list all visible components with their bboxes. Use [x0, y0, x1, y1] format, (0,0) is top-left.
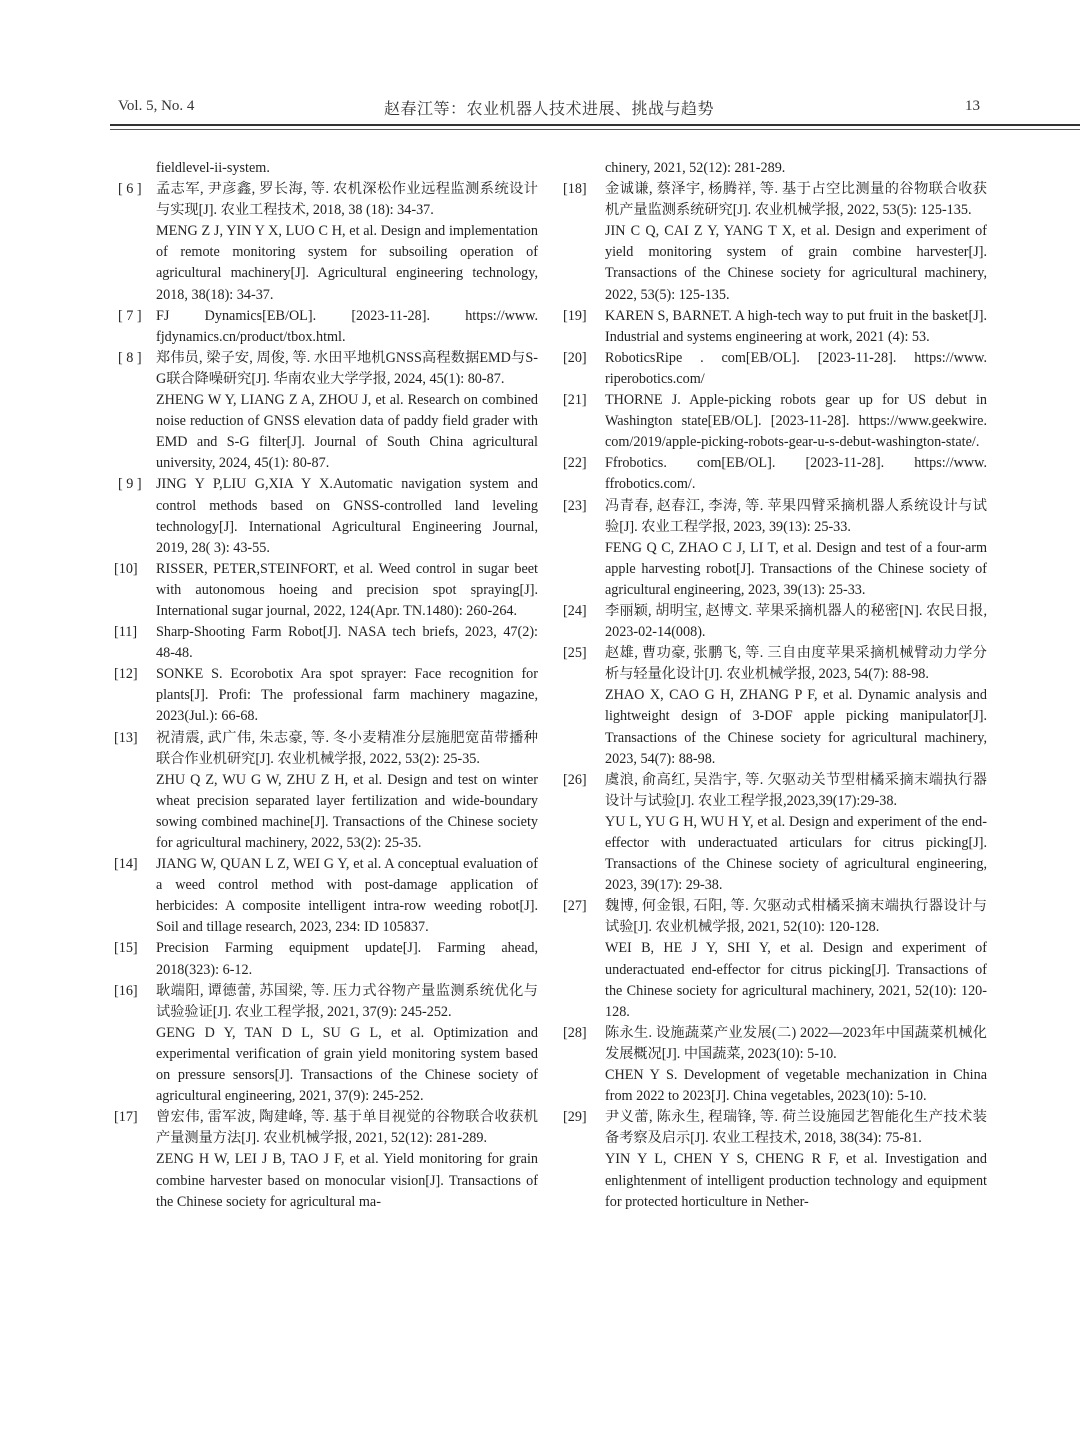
reference-text: 耿端阳, 谭德蕾, 苏国梁, 等. 压力式谷物产量监测系统优化与试验验证[J]. 农业工程学报, 2021, 37(9): 245-252. — [156, 982, 538, 1020]
reference-number: [25] — [563, 645, 587, 662]
volume-label: Vol. 5, No. 4 — [118, 98, 195, 114]
header-rule-thick — [110, 124, 1080, 126]
reference-item — [114, 854, 538, 938]
reference-text: 魏博, 何金银, 石阳, 等. 欠驱动式柑橘采摘末端执行器设计与试验[J]. 农业机械学报, 2021, 52(10): 120-128. — [605, 898, 987, 936]
reference-text: 陈永生. 设施蔬菜产业发展(二) 2022—2023年中国蔬菜机械化发展概况[J]. 中国蔬菜, 2023(10): 5-10. — [605, 1024, 987, 1062]
reference-text: RoboticsRipe . com[EB/OL]. [2023-11-28]. https://www. riperobotics.com/ — [605, 349, 987, 387]
page-number: 13 — [965, 98, 980, 114]
reference-number: [29] — [563, 1109, 587, 1126]
reference-item — [114, 728, 538, 855]
reference-translation: GENG D Y, TAN D L, SU G L, et al. Optimization and experimental verification of grain yield monitoring system based on pressure sensors[J]. Transactions of the Chinese society of agricultural engineering, 2021, 37(9): 245-252. — [156, 1024, 538, 1105]
reference-item — [118, 306, 538, 348]
reference-number: [12] — [114, 666, 138, 683]
reference-text: KAREN S, BARNET. A high-tech way to put fruit in the basket[J]. Industrial and systems engineering at work, 2021 (4): 53. — [605, 307, 987, 345]
reference-text: 金诚谦, 蔡泽宇, 杨腾祥, 等. 基于占空比测量的谷物联合收获机产量监测系统研究[J]. 农业机械学报, 2022, 53(5): 125-135. — [605, 181, 987, 219]
reference-text: 冯青春, 赵春江, 李涛, 等. 苹果四臂采摘机器人系统设计与试验[J]. 农业工程学报, 2023, 39(13): 25-33. — [605, 497, 987, 535]
reference-text: JING Y P,LIU G,XIA Y X.Automatic navigation system and control methods based on GNSS-controlled land leveling technology[J]. International Agricultural Engineering Journal, 2019, 28( 3): 43-55. — [156, 476, 538, 556]
reference-number: [10] — [114, 560, 138, 577]
reference-number: [20] — [563, 349, 587, 366]
reference-item — [114, 1107, 538, 1212]
running-title: 赵春江等：农业机器人技术进展、挑战与趋势 — [383, 101, 714, 118]
reference-item — [563, 896, 987, 1023]
reference-item — [563, 348, 987, 390]
reference-translation: YIN Y L, CHEN Y S, CHENG R F, et al. Investigation and enlightenment of intelligent production technology and equipment for protected horticulture in Nether- — [605, 1151, 987, 1210]
reference-number: [16] — [114, 982, 138, 999]
reference-item — [114, 622, 538, 664]
reference-item — [114, 559, 538, 622]
reference-number: [11] — [114, 624, 138, 641]
reference-translation: YU L, YU G H, WU H Y, et al. Design and experiment of the end-effector with underactuated articulars for citrus picking[J]. Transactions of the Chinese society of agricultural engineering, 2023, 39(17): 29-38. — [605, 813, 987, 894]
reference-number: [ 6 ] — [118, 181, 142, 198]
reference-column-left — [114, 158, 538, 1213]
reference-number: [ 7 ] — [118, 307, 142, 324]
reference-item — [118, 474, 538, 558]
reference-item — [563, 306, 987, 348]
reference-item — [114, 938, 538, 980]
reference-translation: ZHU Q Z, WU G W, ZHU Z H, et al. Design and test on winter wheat precision separated layer fertilization and wide-boundary sowing combined machine[J]. Transactions of the Chinese society for agricultural machinery, 2022, 53(2): 25-35. — [156, 771, 538, 851]
reference-item — [563, 1107, 987, 1212]
reference-text: 李丽颖, 胡明宝, 赵博文. 苹果采摘机器人的秘密[N]. 农民日报, 2023-02-14(008). — [605, 602, 987, 641]
running-header — [118, 98, 980, 122]
reference-text: Sharp-Shooting Farm Robot[J]. NASA tech briefs, 2023, 47(2): 48-48. — [156, 624, 538, 662]
reference-item — [118, 179, 538, 306]
reference-text: 赵雄, 曹功豪, 张鹏飞, 等. 三自由度苹果采摘机械臂动力学分析与轻量化设计[J]. 农业机械学报, 2023, 54(7): 88-98. — [605, 645, 987, 683]
reference-text: SONKE S. Ecorobotix Ara spot sprayer: Face recognition for plants[J]. Profi: The professional farm machinery magazine, 2023(Jul.): 66-68. — [156, 666, 538, 725]
reference-item — [563, 1023, 987, 1107]
reference-translation: ZENG H W, LEI J B, TAO J F, et al. Yield monitoring for grain combine harvester based on monocular vision[J]. Transactions of the Chinese society for agricultural ma- — [156, 1151, 538, 1210]
reference-number: [19] — [563, 307, 587, 324]
reference-number: [23] — [563, 497, 587, 514]
reference-translation: FENG Q C, ZHAO C J, LI T, et al. Design and test of a four-arm apple harvesting robot[J]. Transactions of the Chinese society of agricultural engineering, 2023, 39(13): 25-33. — [605, 539, 987, 598]
reference-text: THORNE J. Apple-picking robots gear up for US debut in Washington state[EB/OL]. [2023-11-28]. https://www.geekwire. com/2019/apple-picking-robots-gear-u-s-debut-washington-state/. — [605, 392, 987, 451]
reference-number: [ 8 ] — [118, 349, 142, 366]
reference-translation: JIN C Q, CAI Z Y, YANG T X, et al. Design and experiment of yield monitoring system of grain combine harvester[J]. Transactions of the Chinese society for agricultural machinery, 2022, 53(5): 125-135. — [605, 223, 987, 303]
reference-number: [18] — [563, 181, 587, 198]
reference-text: 祝清震, 武广伟, 朱志豪, 等. 冬小麦精准分层施肥宽苗带播种联合作业机研究[J]. 农业机械学报, 2022, 53(2): 25-35. — [156, 729, 538, 767]
reference-number: [15] — [114, 940, 138, 957]
reference-text: 孟志军, 尹彦鑫, 罗长海, 等. 农机深松作业远程监测系统设计与实现[J]. 农业工程技术, 2018, 38 (18): 34-37. — [156, 181, 538, 219]
header-rule-thin — [110, 129, 1080, 130]
reference-number: [21] — [563, 392, 587, 409]
reference-item — [114, 664, 538, 727]
reference-column-right — [563, 158, 987, 1213]
reference-number: [27] — [563, 898, 587, 915]
reference-number: [22] — [563, 455, 587, 472]
reference-number: [26] — [563, 771, 587, 788]
reference-translation: CHEN Y S. Development of vegetable mechanization in China from 2022 to 2023[J]. China vegetables, 2023(10): 5-10. — [605, 1067, 987, 1105]
reference-number: [13] — [114, 729, 138, 746]
reference-continuation: fieldlevel-ii-system. — [156, 160, 270, 176]
reference-item — [563, 770, 987, 897]
reference-text: 曾宏伟, 雷军波, 陶建峰, 等. 基于单目视觉的谷物联合收获机产量测量方法[J]. 农业机械学报, 2021, 52(12): 281-289. — [156, 1109, 538, 1147]
reference-number: [24] — [563, 602, 587, 619]
reference-item — [563, 643, 987, 770]
reference-translation: ZHAO X, CAO G H, ZHANG P F, et al. Dynamic analysis and lightweight design of 3-DOF apple picking manipulator[J]. Transactions of the Chinese society for agricultural machinery, 2023, 54(7): 88-98. — [605, 687, 987, 767]
reference-continuation: chinery, 2021, 52(12): 281-289. — [605, 160, 786, 176]
reference-text: FJ Dynamics[EB/OL]. [2023-11-28]. https://www. fjdynamics.cn/product/tbox.html. — [156, 307, 538, 345]
reference-item — [563, 601, 987, 643]
reference-text: 虞浪, 俞高红, 吴浩宇, 等. 欠驱动关节型柑橘采摘末端执行器设计与试验[J]. 农业工程学报,2023,39(17):29-38. — [605, 771, 987, 809]
reference-text: 尹义蕾, 陈永生, 程瑞锋, 等. 荷兰设施园艺智能化生产技术装备考察及启示[J]. 农业工程技术, 2018, 38(34): 75-81. — [605, 1109, 987, 1147]
reference-item — [563, 496, 987, 601]
reference-translation: WEI B, HE J Y, SHI Y, et al. Design and experiment of underactuated end-effector for citrus picking[J]. Transactions of the Chinese society for agricultural machinery, 2021, 52(10): 120-128. — [605, 940, 987, 1020]
reference-text: Precision Farming equipment update[J]. Farming ahead, 2018(323): 6-12. — [156, 940, 538, 978]
reference-text: 郑伟员, 梁子安, 周俊, 等. 水田平地机GNSS高程数据EMD与S-G联合降噪研究[J]. 华南农业大学学报, 2024, 45(1): 80-87. — [156, 349, 538, 387]
reference-list-left — [114, 179, 538, 1213]
reference-text: Ffrobotics. com[EB/OL]. [2023-11-28]. https://www. ffrobotics.com/. — [605, 455, 987, 493]
reference-item — [563, 390, 987, 453]
reference-translation: ZHENG W Y, LIANG Z A, ZHOU J, et al. Research on combined noise reduction of GNSS elevation data of paddy field grader with EMD and S-G filter[J]. Journal of South China agricultural university, 2024, 45(1): 80-87. — [156, 392, 538, 472]
reference-number: [28] — [563, 1024, 587, 1041]
reference-item — [118, 348, 538, 475]
reference-list-right — [563, 179, 987, 1213]
reference-item — [114, 981, 538, 1108]
reference-translation: MENG Z J, YIN Y X, LUO C H, et al. Design and implementation of remote monitoring system for subsoiling operation of agricultural machinery[J]. Agricultural engineering technology, 2018, 38(18): 34-37. — [156, 223, 538, 303]
reference-text: RISSER, PETER,STEINFORT, et al. Weed control in sugar beet with autonomous hoeing and precision spot spraying[J]. International sugar journal, 2022, 124(Apr. TN.1480): 260-264. — [156, 560, 538, 619]
reference-text: JIANG W, QUAN L Z, WEI G Y, et al. A conceptual evaluation of a weed control method with post-damage application of herbicides: A composite intelligent intra-row weeding robot[J]. Soil and tillage research, 2023, 234: ID 105837. — [156, 856, 538, 936]
reference-item — [563, 179, 987, 306]
reference-item — [563, 453, 987, 495]
reference-number: [17] — [114, 1109, 138, 1126]
reference-number: [ 9 ] — [118, 476, 142, 493]
reference-number: [14] — [114, 856, 138, 873]
